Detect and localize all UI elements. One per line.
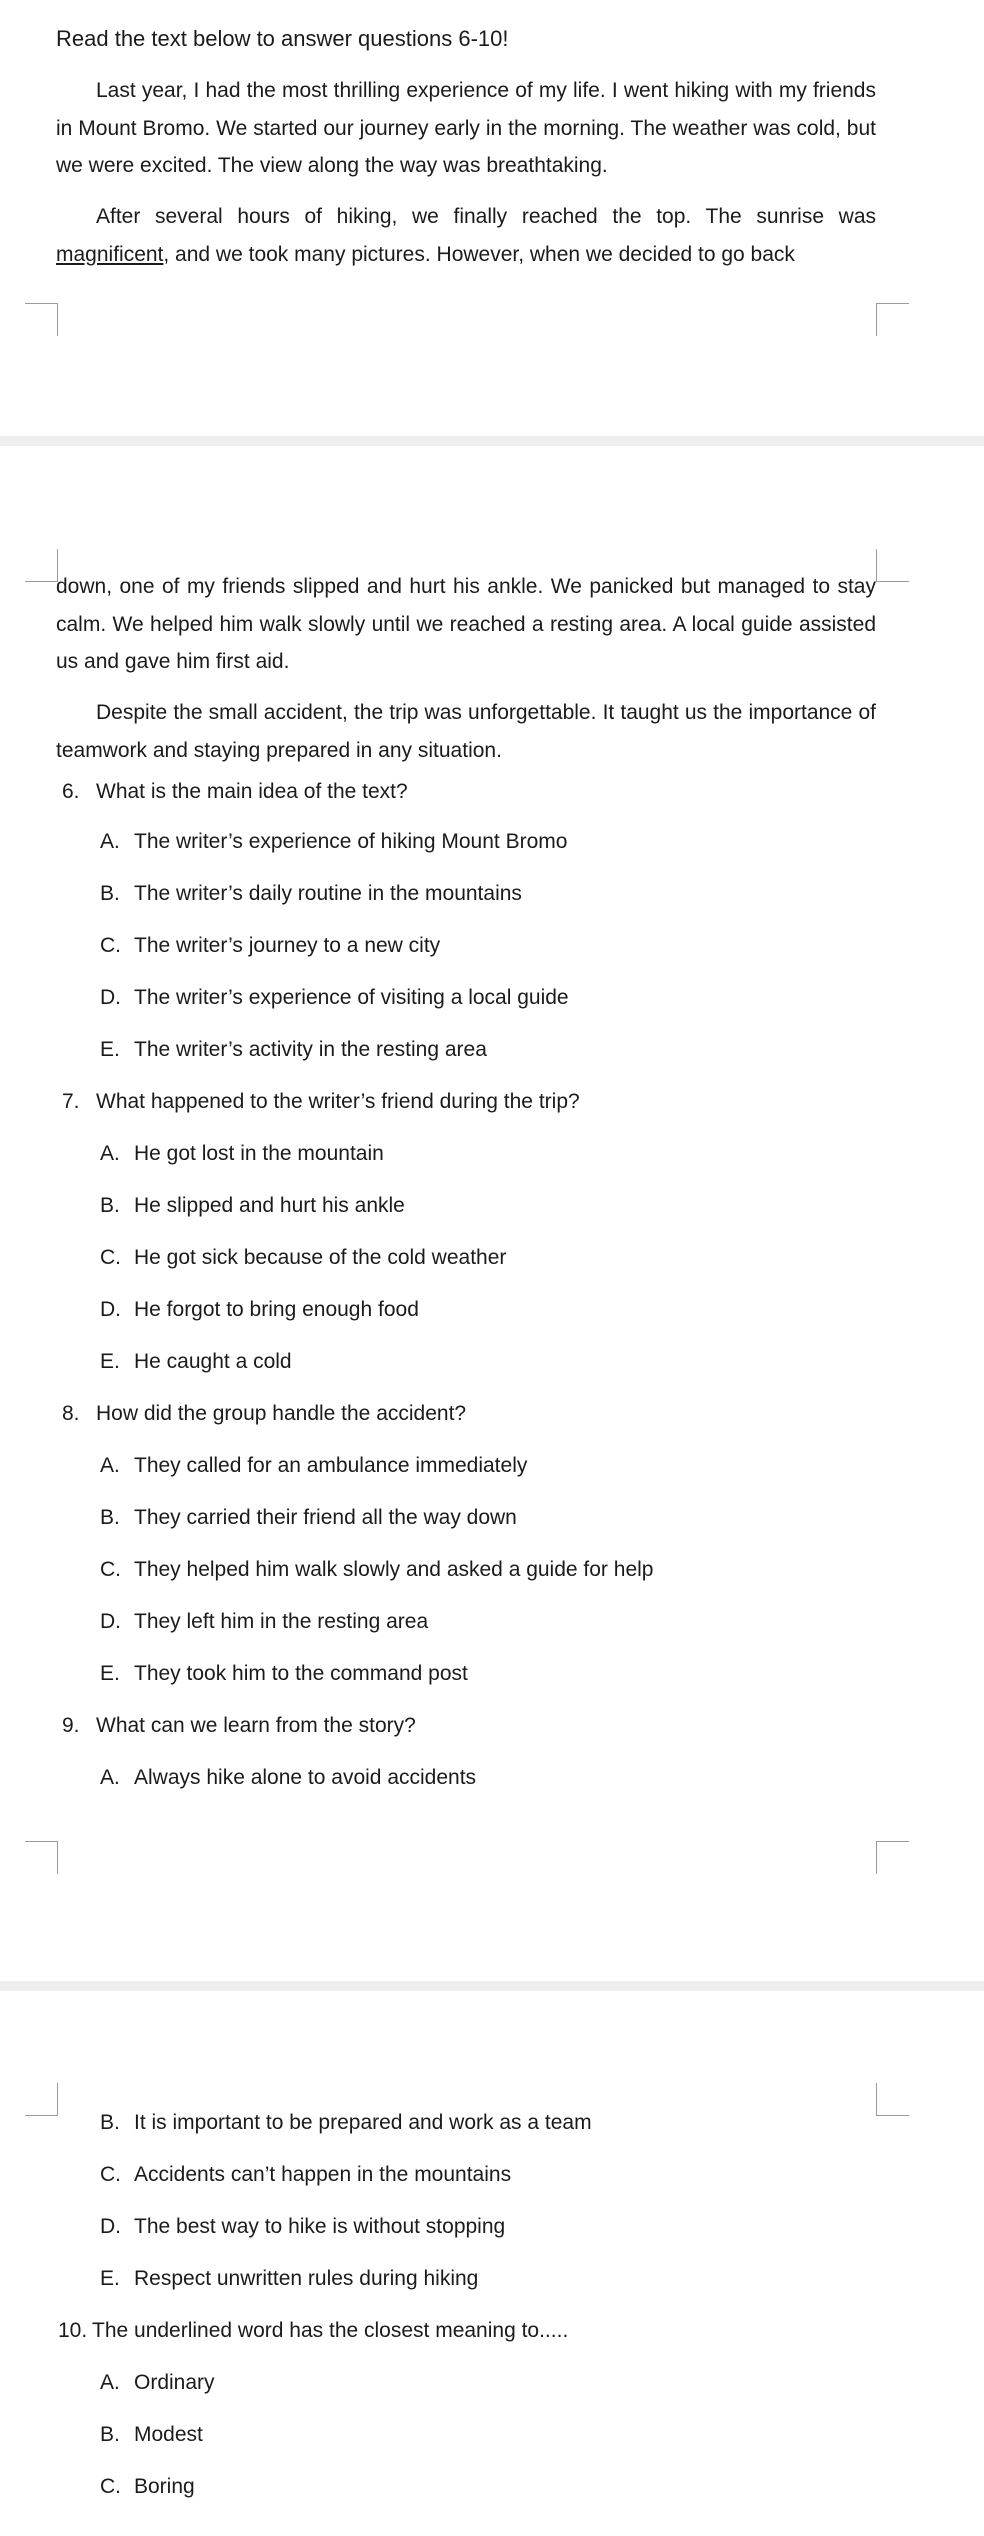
crop-mark-top-left bbox=[25, 303, 58, 336]
question-10: 10. The underlined word has the closest meaning to..... bbox=[58, 2319, 569, 2342]
page-separator bbox=[0, 1981, 984, 1991]
crop-mark-top-left bbox=[25, 1841, 58, 1874]
crop-mark-top-right bbox=[876, 303, 909, 336]
page-separator bbox=[0, 436, 984, 446]
question-10-option-c: C. Boring bbox=[100, 2475, 195, 2498]
question-9-option-c: C. Accidents can’t happen in the mountains bbox=[100, 2163, 512, 2186]
question-7-option-a: A. He got lost in the mountain bbox=[100, 1142, 384, 1165]
question-6-option-c: C. The writer’s journey to a new city bbox=[100, 934, 441, 957]
question-7: 7. What happened to the writer’s friend during the trip? bbox=[62, 1090, 580, 1113]
document-page-2 bbox=[0, 446, 984, 1981]
question-7-option-e: E. He caught a cold bbox=[100, 1350, 292, 1373]
question-8-option-e: E. They took him to the command post bbox=[100, 1662, 468, 1685]
question-9: 9. What can we learn from the story? bbox=[62, 1714, 416, 1737]
crop-mark-top-right bbox=[876, 1841, 909, 1874]
paragraph-2-text-end: , and we took many pictures. However, when we decided to go back bbox=[163, 242, 795, 266]
question-7-option-c: C. He got sick because of the cold weather bbox=[100, 1246, 507, 1269]
question-9-option-a: A. Always hike alone to avoid accidents bbox=[100, 1766, 477, 1789]
underlined-word: magnificent bbox=[56, 242, 164, 266]
document-page-1 bbox=[0, 0, 984, 436]
crop-mark-bottom-right bbox=[876, 2083, 909, 2116]
question-6: 6. What is the main idea of the text? bbox=[62, 780, 408, 803]
paragraph-2-text-start: After several hours of hiking, we finally reached the top. The sunrise was bbox=[96, 205, 876, 228]
question-8-option-b: B. They carried their friend all the way down bbox=[100, 1506, 517, 1529]
question-6-option-b: B. The writer’s daily routine in the mountains bbox=[100, 882, 522, 905]
passage-paragraph-2-continued: down, one of my friends slipped and hurt his ankle. We panicked but managed to stay calm. We helped him walk slowly until we reached a resting area. A local guide assisted us and gave him first aid. bbox=[56, 575, 876, 673]
crop-mark-bottom-right bbox=[876, 549, 909, 582]
question-9-option-b: B. It is important to be prepared and work as a team bbox=[100, 2111, 592, 2134]
question-8: 8. How did the group handle the accident? bbox=[62, 1402, 467, 1425]
question-6-option-e: E. The writer’s activity in the resting area bbox=[100, 1038, 487, 1061]
crop-mark-bottom-left bbox=[25, 549, 58, 582]
passage-paragraph-3: Despite the small accident, the trip was unforgettable. It taught us the importance of teamwork and staying prepared in any situation. bbox=[56, 701, 876, 762]
instruction-heading: Read the text below to answer questions 6-10! bbox=[56, 26, 509, 51]
document-page-3 bbox=[0, 1991, 984, 2536]
question-8-option-a: A. They called for an ambulance immediately bbox=[100, 1454, 528, 1477]
question-6-option-a: A. The writer’s experience of hiking Mount Bromo bbox=[100, 830, 568, 853]
passage-paragraph-2 bbox=[56, 198, 876, 273]
question-9-option-d: D. The best way to hike is without stopping bbox=[100, 2215, 506, 2238]
passage-paragraph-1: Last year, I had the most thrilling experience of my life. I went hiking with my friends in Mount Bromo. We started our journey early in the morning. The weather was cold, but we were excited. The view along the way was breathtaking. bbox=[56, 79, 876, 177]
question-8-option-c: C. They helped him walk slowly and asked a guide for help bbox=[100, 1558, 654, 1581]
question-7-option-d: D. He forgot to bring enough food bbox=[100, 1298, 419, 1321]
question-10-option-a: A. Ordinary bbox=[100, 2371, 215, 2394]
crop-mark-bottom-left bbox=[25, 2083, 58, 2116]
question-8-option-d: D. They left him in the resting area bbox=[100, 1610, 429, 1633]
question-7-option-b: B. He slipped and hurt his ankle bbox=[100, 1194, 405, 1217]
question-9-option-e: E. Respect unwritten rules during hiking bbox=[100, 2267, 479, 2290]
question-10-option-b: B. Modest bbox=[100, 2423, 203, 2446]
question-6-option-d: D. The writer’s experience of visiting a local guide bbox=[100, 986, 569, 1009]
